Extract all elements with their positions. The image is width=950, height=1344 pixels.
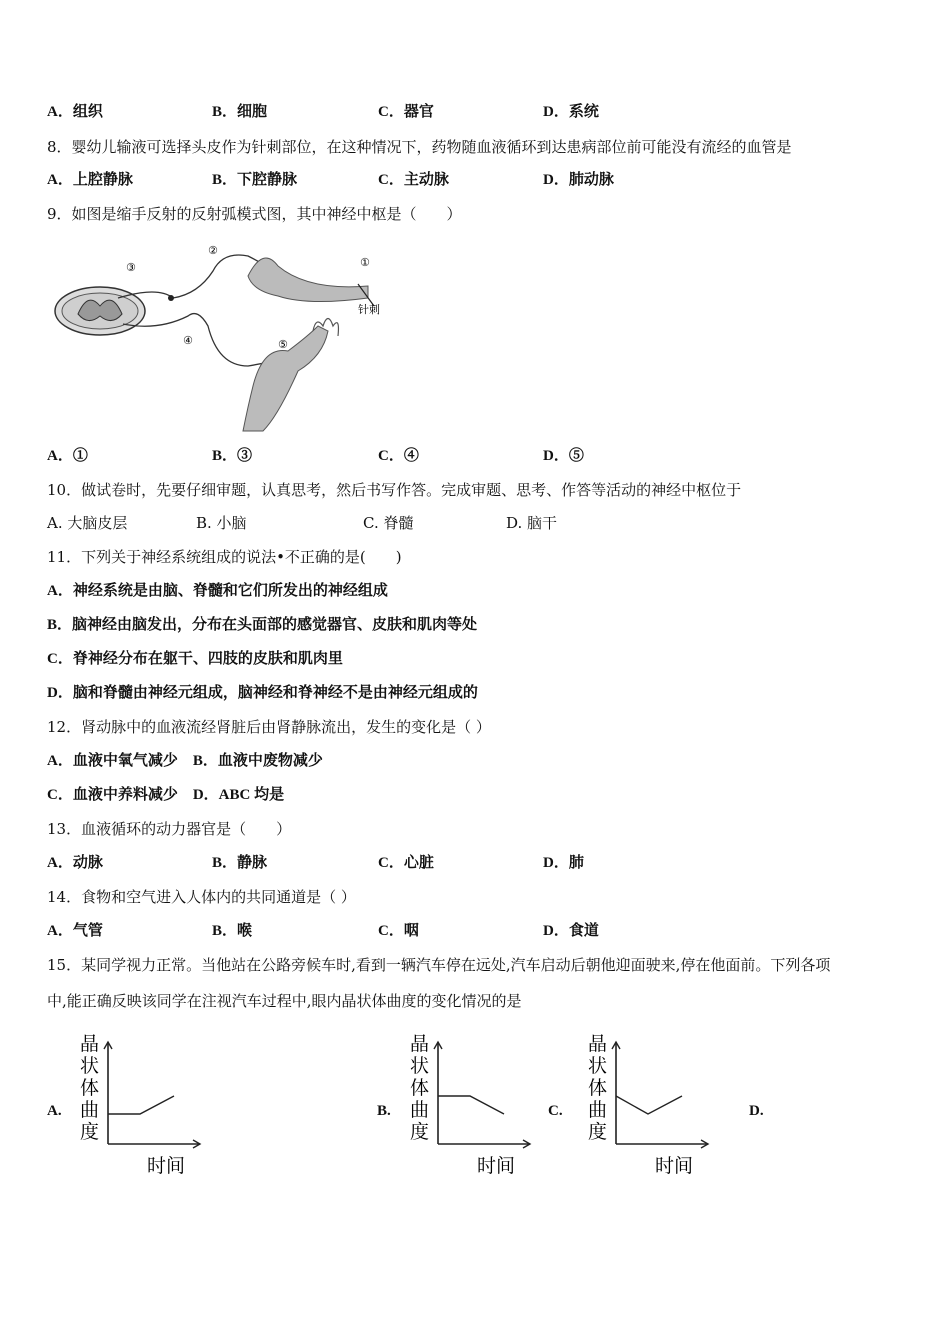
needle-label: 针刺 xyxy=(358,303,380,316)
q7-option-a: A．组织 xyxy=(47,104,103,120)
q10-stem: 10．做试卷时，先要仔细审题，认真思考，然后书写作答。完成审题、思考、作答等活动的神经中枢位于 xyxy=(47,481,742,499)
q13-option-c: C．心脏 xyxy=(378,855,434,871)
q15-option-a: A. xyxy=(47,1103,62,1119)
q8-option-a: A．上腔静脉 xyxy=(47,172,133,188)
label-2: ② xyxy=(208,244,218,257)
x-label: 时间 xyxy=(654,1155,694,1176)
q13-option-a: A．动脉 xyxy=(47,855,103,871)
q7-option-b: B．细胞 xyxy=(212,104,268,120)
q15-stem-line2: 中,能正确反映该同学在注视汽车过程中,眼内晶状体曲度的变化情况的是 xyxy=(47,992,522,1010)
q7-option-d: D．系统 xyxy=(543,104,599,120)
q15-option-d: D. xyxy=(749,1103,764,1119)
y-label-char: 体 xyxy=(80,1077,100,1099)
y-label-char: 度 xyxy=(588,1121,608,1143)
q13-option-b: B．静脉 xyxy=(212,855,268,871)
q7-option-c: C．器官 xyxy=(378,104,434,120)
q13-stem: 13．血液循环的动力器官是（ ） xyxy=(47,820,292,838)
q12-options-ab: A．血液中氧气减少 B．血液中废物减少 xyxy=(47,753,323,769)
q8-option-b: B．下腔静脉 xyxy=(212,172,298,188)
q8-stem: 8．婴幼儿输液可选择头皮作为针刺部位，在这种情况下，药物随血液循环到达患病部位前可能没有流经的血管是 xyxy=(47,138,792,156)
q12-options-cd: C．血液中养料减少 D．ABC 均是 xyxy=(47,787,285,803)
x-label: 时间 xyxy=(146,1155,186,1176)
y-label-char: 度 xyxy=(410,1121,430,1143)
q10-option-d: D. 脑干 xyxy=(506,514,558,532)
label-3: ③ xyxy=(126,261,136,274)
q10-option-b: B. 小脑 xyxy=(196,514,247,532)
y-label-char: 曲 xyxy=(588,1099,608,1121)
q9-option-c: C．④ xyxy=(378,448,419,464)
y-label-char: 晶 xyxy=(410,1033,430,1055)
q14-option-a: A．气管 xyxy=(47,923,103,939)
q8-option-c: C．主动脉 xyxy=(378,172,449,188)
q13-option-d: D．肺 xyxy=(543,855,584,871)
y-label-char: 晶 xyxy=(80,1033,100,1055)
y-label-char: 状 xyxy=(80,1055,100,1077)
q11-option-d: D．脑和脊髓由神经元组成，脑神经和脊神经不是由神经元组成的 xyxy=(47,685,478,701)
y-label-char: 状 xyxy=(410,1055,430,1077)
q14-option-b: B．喉 xyxy=(212,923,253,939)
label-5: ⑤ xyxy=(278,338,288,351)
q11-stem: 11．下列关于神经系统组成的说法•不正确的是( ) xyxy=(47,548,402,566)
q9-option-b: B．③ xyxy=(212,448,253,464)
y-label-char: 曲 xyxy=(410,1099,430,1121)
q14-option-c: C．咽 xyxy=(378,923,419,939)
q14-option-d: D．食道 xyxy=(543,923,599,939)
q11-option-b: B．脑神经由脑发出，分布在头面部的感觉器官、皮肤和肌肉等处 xyxy=(47,617,478,633)
q9-option-d: D．⑤ xyxy=(543,448,584,464)
q15-option-c: C. xyxy=(548,1103,563,1119)
q11-option-a: A．神经系统是由脑、脊髓和它们所发出的神经组成 xyxy=(47,583,388,599)
label-1: ① xyxy=(360,256,370,269)
label-4: ④ xyxy=(183,334,193,347)
q15-stem-line1: 15．某同学视力正常。当他站在公路旁候车时,看到一辆汽车停在远处,汽车启动后朝他迎面驶来,停在他面前。下列各项 xyxy=(47,956,831,974)
q12-stem: 12．肾动脉中的血液流经肾脏后由肾静脉流出，发生的变化是（ ） xyxy=(47,718,491,736)
curve-line xyxy=(616,1096,682,1114)
curve-line xyxy=(438,1096,504,1114)
q15-option-b: B. xyxy=(377,1103,391,1119)
y-label-char: 度 xyxy=(80,1121,100,1143)
y-label-char: 状 xyxy=(588,1055,608,1077)
q10-option-c: C. 脊髓 xyxy=(363,514,414,532)
q9-option-a: A．① xyxy=(47,448,88,464)
q9-stem: 9．如图是缩手反射的反射弧模式图，其中神经中枢是（ ） xyxy=(47,205,462,223)
q14-stem: 14．食物和空气进入人体内的共同通道是（ ） xyxy=(47,888,356,906)
curve-chart-a xyxy=(70,1028,220,1176)
reflex-arc-figure xyxy=(48,236,398,436)
y-label-char: 体 xyxy=(588,1077,608,1099)
curve-chart-b xyxy=(400,1028,550,1176)
y-label-char: 体 xyxy=(410,1077,430,1099)
q11-option-c: C．脊神经分布在躯干、四肢的皮肤和肌肉里 xyxy=(47,651,343,667)
q8-option-d: D．肺动脉 xyxy=(543,172,614,188)
curve-line xyxy=(108,1096,174,1114)
y-label-char: 晶 xyxy=(588,1033,608,1055)
y-label-char: 曲 xyxy=(80,1099,100,1121)
x-label: 时间 xyxy=(476,1155,516,1176)
curve-chart-c xyxy=(578,1028,728,1176)
q10-option-a: A. 大脑皮层 xyxy=(47,514,128,532)
